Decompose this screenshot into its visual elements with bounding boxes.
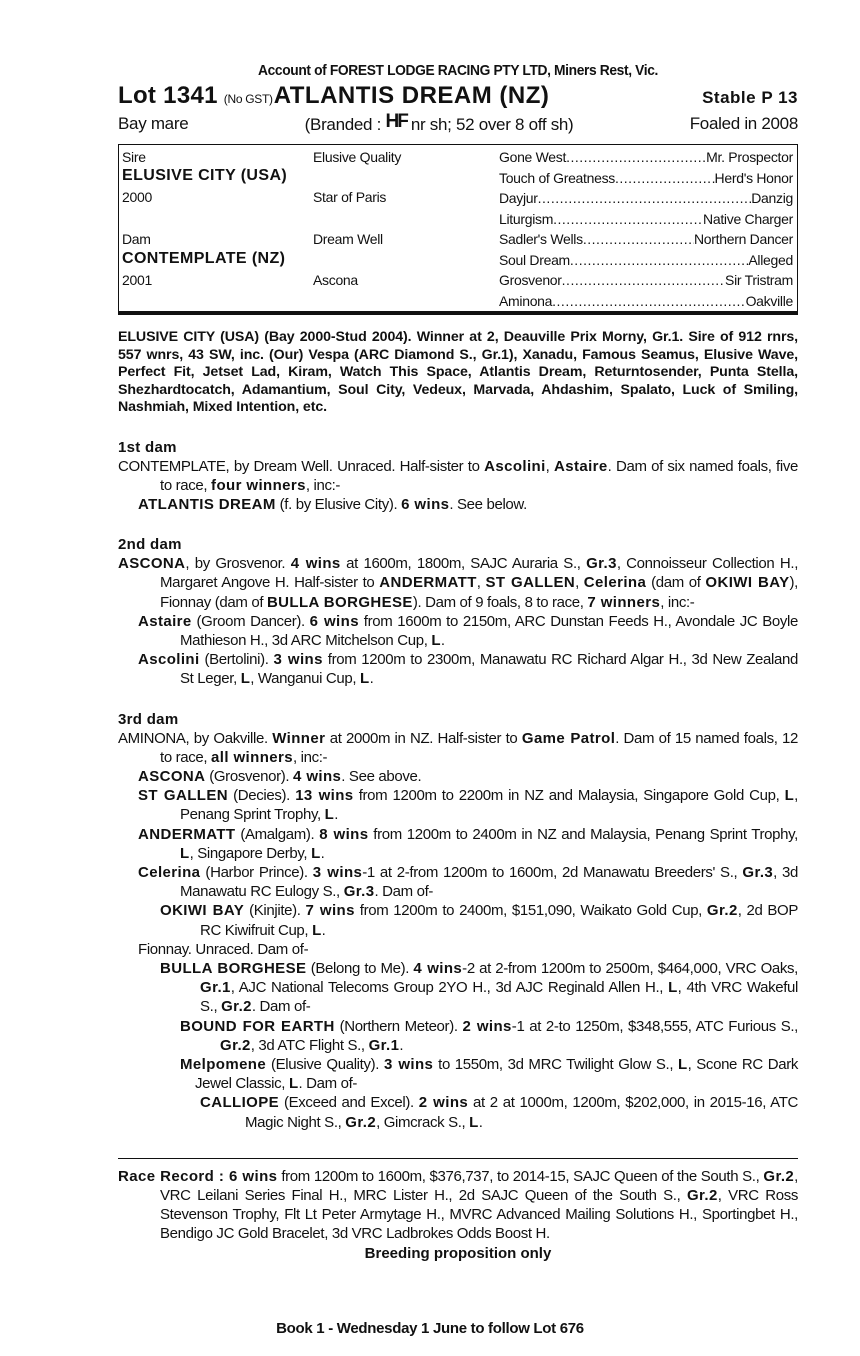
- bold-text-run: ST GALLEN: [485, 574, 576, 592]
- page-footer: Book 1 - Wednesday 1 June to follow Lot 676: [276, 1320, 584, 1337]
- text-run: ,: [545, 457, 554, 475]
- bold-text-run: L: [288, 1075, 299, 1093]
- bold-text-run: Gr.2: [345, 1113, 377, 1131]
- first-dam-heading: 1st dam: [118, 438, 177, 456]
- bold-text-run: Gr.3: [343, 883, 375, 901]
- text-run: (Decies).: [227, 787, 296, 805]
- breeding-note: Breeding proposition only: [364, 1244, 552, 1262]
- sire-biography: ELUSIVE CITY (USA) (Bay 2000-Stud 2004). Winner at 2, Deauville Prix Morny, Gr.1. Sire of 912 rnrs, 557 wnrs, 43 SW, inc. (Our) Vespa (ARC Diamond S., Gr.1), Xanadu, Famous Seamus, Elusive Wave, Perfect Fit, Jetset Lad, Kiram, Watch This Space, Atlantis Dream, Returntosender, Punta Stella, Shezhardtocatch, Adamantium, Soul City, Vedeux, Marvada, Ahdashim, Spalato, Luck of Smiling, Nashmiah, Mixed Intention, etc.: [118, 329, 798, 415]
- dam-label: Dam: [122, 231, 151, 247]
- text-run: , Penang Sprint Trophy,: [180, 787, 798, 824]
- text-run: (f. by Elusive City).: [275, 495, 402, 513]
- bold-text-run: four winners: [211, 476, 306, 494]
- pedigree-paragraph: [118, 729, 798, 767]
- bold-text-run: 4 wins: [293, 767, 342, 785]
- text-run: .: [334, 806, 339, 824]
- bold-text-run: Gr.1: [200, 979, 231, 997]
- great-grandsire-name: Sir Tristram: [725, 272, 793, 288]
- text-run: .: [320, 844, 325, 862]
- text-run: (Belong to Me).: [306, 959, 414, 977]
- race-record: [118, 1158, 798, 1244]
- bold-text-run: 4 wins: [413, 959, 463, 977]
- bold-text-run: Gr.2: [706, 902, 738, 920]
- pedigree-paragraph: [118, 1017, 798, 1055]
- text-run: .: [478, 1113, 483, 1131]
- horse-name: ATLANTIS DREAM (NZ): [273, 82, 550, 109]
- bold-text-run: L: [360, 670, 370, 688]
- bold-text-run: Gr.3: [586, 555, 617, 573]
- text-run: from 1200m to 1600m, $376,737, to 2014-15, SAJC Queen of the South S.,: [277, 1167, 764, 1185]
- pedigree-paragraph: [118, 901, 798, 939]
- text-run: , by Grosvenor.: [185, 555, 291, 573]
- text-run: -1 at 2-from 1200m to 1600m, 2d Manawatu Breeders' S.,: [362, 863, 743, 881]
- text-run: from 1200m to 2400m, $151,090, Waikato Gold Cup,: [354, 902, 707, 920]
- text-run: CONTEMPLATE, by Dream Well. Unraced. Half-sister to: [118, 457, 485, 475]
- text-run: from 1200m to 2300m, Manawatu RC Richard Algar H., 3d New Zealand St Leger,: [180, 651, 799, 688]
- bold-text-run: Gr.2: [763, 1167, 795, 1185]
- great-grandsire-name: Mr. Prospector: [706, 149, 793, 165]
- text-run: , 3d Manawatu RC Eulogy S.,: [180, 863, 799, 901]
- text-run: . Dam of 15 named foals, 12 to race,: [160, 729, 798, 766]
- bold-text-run: 3 wins: [383, 1055, 434, 1073]
- grandparent-name: Grosvenor: [499, 272, 562, 288]
- second-dam-heading: 2nd dam: [118, 536, 182, 554]
- sire-label: Sire: [122, 149, 146, 165]
- dot-leader: [553, 211, 703, 227]
- dam-year: 2001: [122, 272, 152, 288]
- text-run: ). Dam of 9 foals, 8 to race,: [412, 593, 588, 611]
- lot-title-line: [118, 82, 798, 110]
- bold-text-run: ASCONA: [138, 767, 206, 785]
- bold-text-run: 13 wins: [295, 787, 354, 805]
- bold-text-run: ASCONA: [118, 555, 186, 573]
- vendor-account: Account of FOREST LODGE RACING PTY LTD, Miners Rest, Vic.: [258, 62, 658, 79]
- text-run: to 1550m, 3d MRC Twilight Glow S.,: [433, 1055, 679, 1073]
- bold-text-run: 3 wins: [312, 863, 363, 881]
- horse-description-line: [118, 111, 798, 136]
- text-run: , Wanganui Cup,: [250, 670, 361, 688]
- grandparent-name: Liturgism: [499, 210, 554, 227]
- gst-note: (No GST): [223, 92, 273, 106]
- catalogue-page: [118, 62, 798, 1262]
- pedigree-paragraph: [118, 863, 798, 901]
- pedigree-paragraph: [118, 554, 798, 612]
- text-run: , VRC Ross Stevenson Trophy, Flt Lt Peter Armytage H., MVRC Advanced Mailing Solutions H., Sportingbet H., Bendigo JC Gold Bracelet, 3d VRC Ladbrokes Odds Boost H.: [160, 1187, 798, 1243]
- grandparent-row: [499, 252, 793, 268]
- text-run: ,: [476, 574, 486, 592]
- bold-text-run: 7 wins: [305, 902, 355, 920]
- grandparent-row: [499, 231, 793, 247]
- bold-text-run: Ascolini: [484, 457, 546, 475]
- bold-text-run: ATLANTIS DREAM: [138, 495, 276, 513]
- grandparent-name: Soul Dream: [499, 251, 570, 268]
- dot-leader: [615, 170, 715, 186]
- text-run: .: [369, 670, 374, 688]
- stable-number: Stable P 13: [702, 88, 798, 107]
- bold-text-run: L: [469, 1113, 479, 1131]
- bold-text-run: L: [240, 670, 251, 688]
- text-run: Fionnay. Unraced. Dam of-: [138, 940, 309, 958]
- grandparent-name: Dayjur: [499, 190, 538, 206]
- bold-text-run: Game Patrol: [521, 729, 616, 747]
- pedigree-paragraph: [118, 767, 798, 786]
- text-run: . Dam of-: [251, 998, 311, 1016]
- grandparent-row: [499, 149, 793, 165]
- bold-text-run: ANDERMATT: [138, 825, 236, 843]
- bold-text-run: BOUND FOR EARTH: [180, 1017, 335, 1035]
- bold-text-run: 2 wins: [462, 1017, 512, 1035]
- text-run: at 1600m, 1800m, SAJC Auraria S.,: [340, 555, 587, 573]
- text-run: , Gimcrack S.,: [376, 1113, 470, 1131]
- dot-leader: [562, 272, 725, 288]
- text-run: AMINONA, by Oakville.: [118, 729, 273, 747]
- text-run: , inc:-: [292, 748, 328, 766]
- text-run: (Exceed and Excel).: [279, 1094, 419, 1112]
- bold-text-run: L: [311, 844, 321, 862]
- grandparent-row: [499, 211, 793, 227]
- pedigree-paragraph: [118, 786, 798, 824]
- bold-text-run: 4 wins: [290, 555, 341, 573]
- text-run: at 2 at 1000m, 1200m, $202,000, in 2015-16, ATC Magic Night S.,: [245, 1094, 799, 1131]
- text-run: , Connoisseur Collection H., Margaret Angove H. Half-sister to: [160, 555, 799, 592]
- text-run: , VRC Leilani Series Final H., MRC Lister H., 2d SAJC Queen of the South S.,: [160, 1167, 798, 1204]
- bold-text-run: L: [784, 787, 795, 805]
- bold-text-run: ANDERMATT: [379, 574, 477, 592]
- bold-text-run: Gr.2: [221, 998, 252, 1016]
- brand-prefix: (Branded :: [304, 115, 382, 134]
- dam-name: CONTEMPLATE (NZ): [122, 250, 286, 267]
- bold-text-run: 6 wins: [401, 495, 450, 513]
- text-run: at 2000m in NZ. Half-sister to: [325, 729, 522, 747]
- text-run: from 1200m to 2400m in NZ and Malaysia, Penang Sprint Trophy,: [368, 825, 798, 843]
- text-run: , inc:-: [660, 593, 695, 611]
- bold-text-run: Celerina: [583, 574, 647, 592]
- text-run: , 4th VRC Wakeful S.,: [200, 979, 799, 1016]
- sire-year: 2000: [122, 189, 152, 205]
- text-run: .: [399, 1036, 404, 1054]
- text-run: (Elusive Quality).: [266, 1055, 384, 1073]
- dot-leader: [570, 252, 748, 268]
- text-run: . Dam of-: [298, 1075, 358, 1093]
- sire-sire: Elusive Quality: [313, 149, 402, 165]
- grandparent-row: [499, 272, 793, 288]
- great-grandsire-name: Northern Dancer: [694, 231, 793, 247]
- text-run: ,: [575, 574, 584, 592]
- third-dam-heading: 3rd dam: [118, 710, 179, 728]
- bold-text-run: 2 wins: [418, 1094, 469, 1112]
- bold-text-run: OKIWI BAY: [705, 574, 790, 592]
- bold-text-run: 6 wins: [309, 612, 359, 630]
- pedigree-paragraph: [118, 959, 798, 1017]
- pedigree-paragraph: [118, 650, 798, 688]
- text-run: , 2d BOP RC Kiwifruit Cup,: [200, 902, 798, 939]
- bold-text-run: Gr.2: [220, 1036, 251, 1054]
- text-run: , AJC National Telecoms Group 2YO H., 3d AJC Reginald Allen H.,: [230, 979, 669, 997]
- bold-text-run: L: [431, 631, 441, 649]
- great-grandsire-name: Herd's Honor: [714, 169, 793, 186]
- bold-text-run: Winner: [272, 729, 326, 747]
- pedigree-table: [118, 144, 798, 315]
- great-grandsire-name: Oakville: [745, 292, 793, 309]
- bold-text-run: Gr.3: [742, 863, 774, 881]
- grandparent-name: Aminona: [499, 292, 553, 309]
- bold-text-run: L: [668, 979, 678, 997]
- great-grandsire-name: Native Charger: [703, 210, 793, 227]
- grandparent-name: Sadler's Wells: [499, 231, 583, 247]
- text-run: . Dam of six named foals, five to race,: [160, 457, 798, 494]
- lot-number: Lot 1341: [118, 82, 218, 109]
- bold-text-run: Astaire: [138, 612, 192, 630]
- text-run: (Kinjite).: [244, 902, 306, 920]
- bold-text-run: BULLA BORGHESE: [266, 593, 413, 611]
- grandparent-row: [499, 293, 793, 309]
- text-run: (Groom Dancer).: [191, 612, 310, 630]
- pedigree-paragraph: [118, 1093, 798, 1131]
- bold-text-run: BULLA BORGHESE: [160, 959, 307, 977]
- text-run: from 1200m to 2200m in NZ and Malaysia, Singapore Gold Cup,: [353, 787, 785, 805]
- grandparent-row: [499, 170, 793, 186]
- dam-dam: Ascona: [313, 272, 358, 288]
- sire-name: ELUSIVE CITY (USA): [122, 167, 288, 184]
- grandparent-name: Touch of Greatness: [499, 169, 615, 186]
- text-run: , 3d ATC Flight S.,: [250, 1036, 369, 1054]
- pedigree-paragraph: [118, 457, 798, 495]
- text-run: (Amalgam).: [235, 825, 320, 843]
- text-run: . Dam of-: [374, 883, 434, 901]
- text-run: (Grosvenor).: [205, 767, 294, 785]
- text-run: (Northern Meteor).: [334, 1017, 463, 1035]
- text-run: .: [440, 631, 445, 649]
- grandparent-row: [499, 190, 793, 206]
- text-run: , Singapore Derby,: [189, 844, 312, 862]
- grandparent-name: Gone West: [499, 149, 567, 165]
- bold-text-run: all winners: [211, 748, 293, 766]
- text-run: . See above.: [341, 767, 422, 785]
- bold-text-run: 3 wins: [273, 651, 323, 669]
- horse-description: Bay mare: [118, 114, 189, 133]
- text-run: , Scone RC Dark Jewel Classic,: [195, 1055, 799, 1093]
- pedigree-paragraph: [118, 1055, 798, 1093]
- dot-leader: [552, 293, 745, 309]
- text-run: ), Fionnay (dam of: [160, 574, 798, 611]
- great-grandsire-name: Alleged: [748, 251, 793, 268]
- dam-sire: Dream Well: [313, 231, 383, 247]
- brand-mark: HF: [385, 111, 407, 132]
- bold-text-run: OKIWI BAY: [160, 902, 245, 920]
- bold-text-run: L: [678, 1055, 688, 1073]
- pedigree-paragraph: [118, 940, 798, 959]
- text-run: . See below.: [449, 495, 527, 513]
- bold-text-run: ST GALLEN: [138, 787, 228, 805]
- text-run: (dam of: [646, 574, 706, 592]
- bold-text-run: Gr.1: [368, 1036, 400, 1054]
- dot-leader: [566, 149, 706, 165]
- dot-leader: [538, 190, 752, 206]
- brand-info: [304, 111, 574, 136]
- brand-suffix: nr sh; 52 over 8 off sh): [410, 115, 574, 134]
- bold-text-run: 8 wins: [319, 825, 369, 843]
- great-grandsire-name: Danzig: [751, 190, 793, 206]
- text-run: (Bertolini).: [199, 651, 274, 669]
- text-run: from 1600m to 2150m, ARC Dunstan Feeds H., Avondale JC Boyle Mathieson H., 3d ARC Mitchelson Cup,: [180, 612, 798, 649]
- bold-text-run: Race Record : 6 wins: [118, 1167, 278, 1185]
- text-run: -2 at 2-from 1200m to 2500m, $464,000, VRC Oaks,: [462, 959, 798, 977]
- text-run: -1 at 2-to 1250m, $348,555, ATC Furious S.,: [511, 1017, 798, 1035]
- foaled-year: Foaled in 2008: [689, 114, 798, 133]
- bold-text-run: Astaire: [553, 457, 608, 475]
- bold-text-run: 7 winners: [587, 593, 661, 611]
- pedigree-paragraph: [118, 612, 798, 650]
- bold-text-run: Ascolini: [138, 651, 200, 669]
- bold-text-run: L: [180, 844, 190, 862]
- text-run: .: [321, 921, 326, 939]
- bold-text-run: Gr.2: [686, 1187, 718, 1204]
- dot-leader: [583, 231, 694, 247]
- bold-text-run: CALLIOPE: [200, 1094, 280, 1112]
- pedigree-paragraph: [118, 825, 798, 863]
- bold-text-run: Melpomene: [180, 1055, 267, 1073]
- sire-dam: Star of Paris: [313, 189, 387, 205]
- bold-text-run: L: [312, 921, 322, 939]
- pedigree-paragraph: [118, 495, 798, 514]
- bold-text-run: Celerina: [138, 863, 201, 881]
- bold-text-run: L: [324, 806, 335, 824]
- text-run: , inc:-: [305, 476, 341, 494]
- text-run: (Harbor Prince).: [200, 863, 313, 881]
